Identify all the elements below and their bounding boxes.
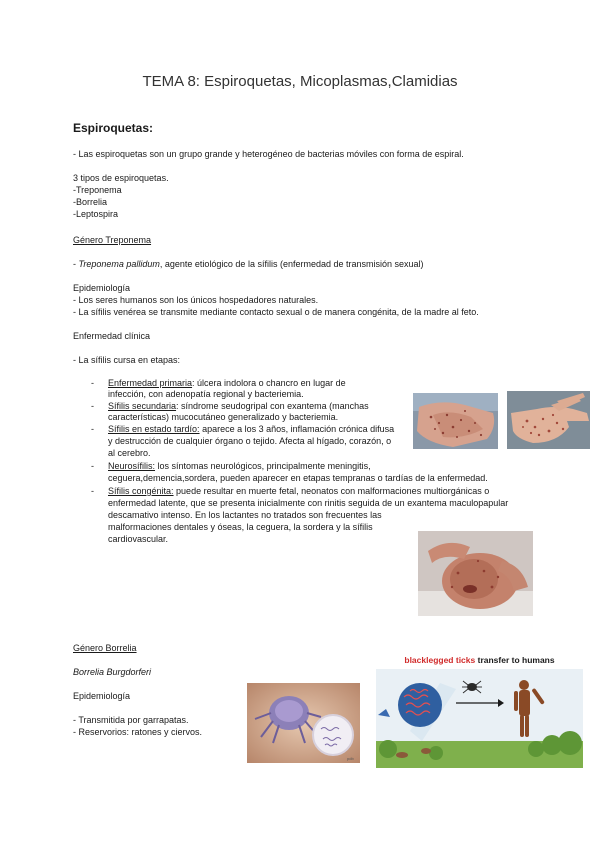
- species-name: Treponema pallidum: [78, 259, 160, 269]
- bullet-dash: -: [91, 378, 94, 388]
- etapas-intro: - La sífilis cursa en etapas:: [73, 355, 181, 365]
- stage-text: aparece a los 3 años, inflamación crónica difusa: [199, 424, 395, 434]
- stage-label: Sífilis en estado tardío:: [108, 424, 200, 434]
- stage-line: enfermedad latente, que se presenta inicialmente con rinitis seguida de un exantema maculopapular: [108, 498, 509, 508]
- stage-line: al cerebro.: [108, 448, 151, 458]
- stage-line: infección, con adenopatía regional y bacteriemia.: [108, 389, 304, 399]
- borrelia-epidemiologia-line: - Transmitida por garrapatas.: [73, 715, 189, 725]
- stage-line: [108, 461, 371, 472]
- section-heading-espiroquetas: Espiroquetas:: [73, 121, 154, 135]
- tick-spirochete-illustration: [247, 683, 360, 763]
- stage-text: : síndrome seudogripal con exantema (manchas: [176, 401, 369, 411]
- stage-line: características) mucocutáneo generalizado y bacteriemia.: [108, 412, 339, 422]
- page-title: TEMA 8: Espiroquetas, Micoplasmas,Clamidias: [142, 73, 458, 90]
- heading-borrelia: Género Borrelia: [73, 643, 137, 653]
- tipo-item: -Leptospira: [73, 209, 119, 219]
- tipo-item: -Borrelia: [73, 197, 108, 207]
- species-description: , agente etiológico de la sífilis (enfermedad de transmisión sexual): [159, 259, 424, 269]
- stage-line: [108, 486, 489, 497]
- epidemiologia-title: Epidemiología: [73, 283, 131, 293]
- stage-label: Enfermedad primaria: [108, 378, 193, 388]
- infographic-title-black: transfer to humans: [475, 655, 555, 665]
- intro-text: - Las espiroquetas son un grupo grande y heterogéneo de bacterias móviles con forma de espiral.: [73, 149, 464, 159]
- bullet-dash: -: [91, 486, 94, 496]
- stage-line: [108, 378, 346, 389]
- borrelia-epidemiologia-title: Epidemiología: [73, 691, 131, 701]
- clinica-title: Enfermedad clínica: [73, 331, 151, 341]
- epidemiologia-line: - Los seres humanos son los únicos hospedadores naturales.: [73, 295, 319, 305]
- borrelia-epidemiologia-line: - Reservorios: ratones y ciervos.: [73, 727, 203, 737]
- congenital-syphilis-infant-photo: [418, 531, 533, 616]
- stage-line: [108, 401, 369, 412]
- treponema-species-line: [73, 259, 424, 270]
- species-prefix: -: [73, 259, 79, 269]
- palm-rash-photo: [507, 391, 590, 449]
- rash-hand-photo: [413, 393, 498, 449]
- stage-label: Sífilis congénita:: [108, 486, 174, 496]
- epidemiologia-line: - La sífilis venérea se transmite mediante contacto sexual o de manera congénita, de la madre al feto.: [73, 307, 479, 317]
- tipos-title: 3 tipos de espiroquetas.: [73, 173, 169, 183]
- stage-text: los síntomas neurológicos, principalmente meningitis,: [155, 461, 371, 471]
- stage-line: [108, 424, 394, 435]
- stage-line: descamativo intenso. En los lactantes no tratados son frecuentes las: [108, 510, 382, 520]
- heading-treponema: Género Treponema: [73, 235, 152, 245]
- bullet-dash: -: [91, 401, 94, 411]
- stage-text: puede resultar en muerte fetal, neonatos con malformaciones multiorgánicas o: [173, 486, 490, 496]
- stage-line: y destrucción de cualquier órgano o tejido. Afecta al hígado, corazón, o: [108, 436, 392, 446]
- stage-label: Sífilis secundaria: [108, 401, 177, 411]
- tick-transfer-infographic: [376, 653, 583, 768]
- svg-text:pdb: pdb: [347, 756, 354, 761]
- stage-line: ceguera,demencia,sordera, pueden aparecer en etapas tempranas o tardías de la enfermedad.: [108, 473, 488, 483]
- tipo-item: -Treponema: [73, 185, 122, 195]
- borrelia-species: Borrelia Burgdorferi: [73, 667, 152, 677]
- bullet-dash: -: [91, 461, 94, 471]
- stage-label: Neurosífilis:: [108, 461, 156, 471]
- infographic-title-red: blacklegged ticks: [404, 655, 476, 665]
- stage-text: : úlcera indolora o chancro en lugar de: [192, 378, 346, 388]
- bullet-dash: -: [91, 424, 94, 434]
- stage-line: cardiovascular.: [108, 534, 169, 544]
- stage-line: malformaciones dentales y óseas, la ceguera, la sordera y la sífilis: [108, 522, 373, 532]
